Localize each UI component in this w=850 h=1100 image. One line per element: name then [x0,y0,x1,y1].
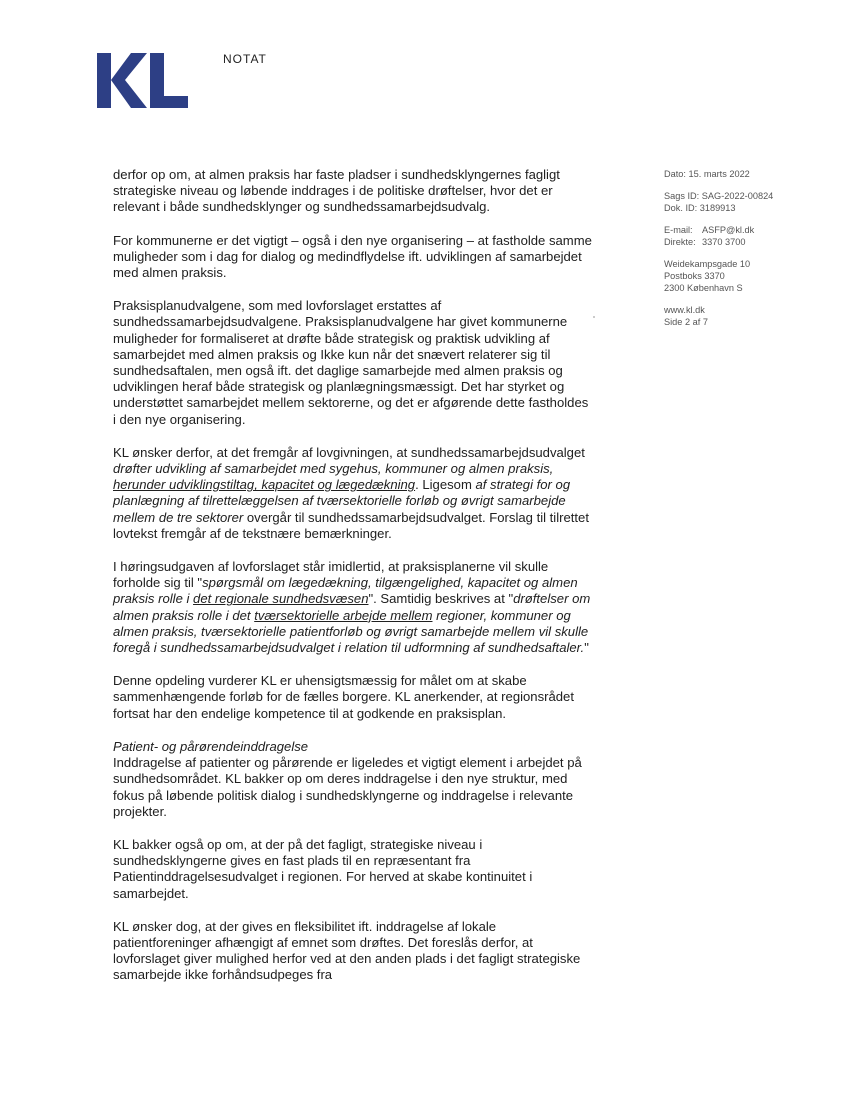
email-label: E-mail: [664,225,693,235]
paragraph-7: Inddragelse af patienter og pårørende er ligeledes et vigtigt element i arbejdet på sundhedsområdet. KL bakker op om deres inddragelse i den nye struktur, med fokus på løbende politisk dialog i sundhedsklyngerne og inddragelse i relevante projekter. [113,755,582,819]
p4-text-1: KL ønsker derfor, at det fremgår af lovgivningen, at sundhedssamarbejdsudvalget [113,444,585,460]
p5-italic-2: drøftelser om almen praksis rolle i det [113,591,591,623]
paragraph-1: derfor op om, at almen praksis har faste pladser i sundhedsklyngernes fagligt strategiske niveau og løbende inddrages i de politiske drøftelser, hvor det er relevant i både sundhedsklynger og sundhedssamarbejdsudvalg. [113,167,560,215]
p5-underlined-1: det regionale sundhedsvæsen [193,591,369,607]
direkte-value: 3370 3700 [702,237,746,247]
paragraph-4 [113,445,593,542]
address-line-2: Postboks 3370 [664,271,725,281]
p4-text-2: . Ligesom [415,477,476,493]
paragraph-9: KL ønsker dog, at der gives en fleksibilitet ift. inddragelse af lokale patientforeninger afhængigt af emnet som drøftes. Det foreslås derfor, at lovforslaget giver mulighed herfor ved at den anden plads i det fagligt strategiske samarbejde ikke forhåndsudpeges fra [113,918,581,983]
date: Dato: 15. marts 2022 [664,169,750,179]
p4-italic-1: drøfter udvikling af samarbejdet med sygehus, kommuner og almen praksis, [113,461,554,477]
dok-id: Dok. ID: 3189913 [664,203,736,213]
address-line-1: Weidekampsgade 10 [664,259,751,269]
paragraph-3: Praksisplanudvalgene, som med lovforslaget erstattes af sundhedssamarbejdsudvalgene. Praksisplanudvalgene har givet kommunerne muligheder for formaliseret at drøfte både strategisk og praktisk udvikling af samarbejdet med almen praksis og Ikke kun når det snævert relaterer sig til sundhedsaftalen, men også ift. det daglige samarbejde med almen praksis og udviklingen heraf både strategisk og planlægningsmæssigt. Det har styrket og understøttet samarbejdet mellem sektorerne, og det er afgørende dette fastholdes i den nye organisering. [113,298,589,427]
p4-italic-2: af strategi for og planlægning af tilrettelæggelsen af tværsektorielle forløb og øvrigt samarbejde mellem de tre sektorer [113,477,571,525]
kl-logo [97,53,189,108]
p4-text-3: overgår til sundhedssamarbejdsudvalget. Forslag til tilrettet lovtekst fremgår af de tekstnære bemærkninger. [113,509,589,541]
paragraph-5 [113,559,593,656]
paragraph-6: Denne opdeling vurderer KL er uhensigtsmæssig for målet om at skabe sammenhængende forløb for de fælles borgere. KL anerkender, at regionsrådet fortsat har den endelige kompetence til at godkende en praksisplan. [113,673,574,721]
paragraph-8: KL bakker også op om, at der på det fagligt, strategiske niveau i sundhedsklyngerne gives en fast plads til en repræsentant fra Patientinddragelsesudvalget i regionen. For herved at skabe kontinuitet i samarbejdet. [113,836,533,901]
metadata-sidebar [664,168,814,336]
p5-text-1: I høringsudgaven af lovforslaget står imidlertid, at praksisplanerne vil skulle forholde sig til " [113,559,549,591]
p5-italic-3: regioner, kommuner og almen praksis, tværsektorielle patientforløb og øvrigt samarbejde mellem vil skulle foregå i sundhedssamarbejdsudvalget i relation til udformning af sundhedsaftaler. [113,607,589,656]
address-line-3: 2300 København S [664,283,743,293]
document-type-label: NOTAT [223,52,267,66]
letter-body [113,167,593,1001]
email-value: ASFP@kl.dk [702,225,755,235]
p5-italic-1: spørgsmål om lægedækning, tilgængelighed, kapacitet og almen praksis rolle i [113,575,578,607]
p5-underlined-2: tværsektorielle arbejde mellem [254,607,433,623]
p5-text-3: " [584,640,589,656]
direkte-label: Direkte: [664,237,696,247]
p4-underlined: herunder udviklingstiltag, kapacitet og lægedækning [113,477,416,493]
page-number: Side 2 af 7 [664,317,708,327]
scan-speck [593,316,595,318]
section-heading: Patient- og pårørendeinddragelse [113,738,309,754]
paragraph-2: For kommunerne er det vigtigt – også i den nye organisering – at fastholde samme muligheder som i dag for dialog og medindflydelse ift. udviklingen af samarbejdet med almen praksis. [113,232,592,281]
sags-id: Sags ID: SAG-2022-00824 [664,191,774,201]
kl-logo-graphic [97,53,189,108]
website: www.kl.dk [664,305,705,315]
p5-text-2: ". Samtidig beskrives at " [368,591,514,607]
